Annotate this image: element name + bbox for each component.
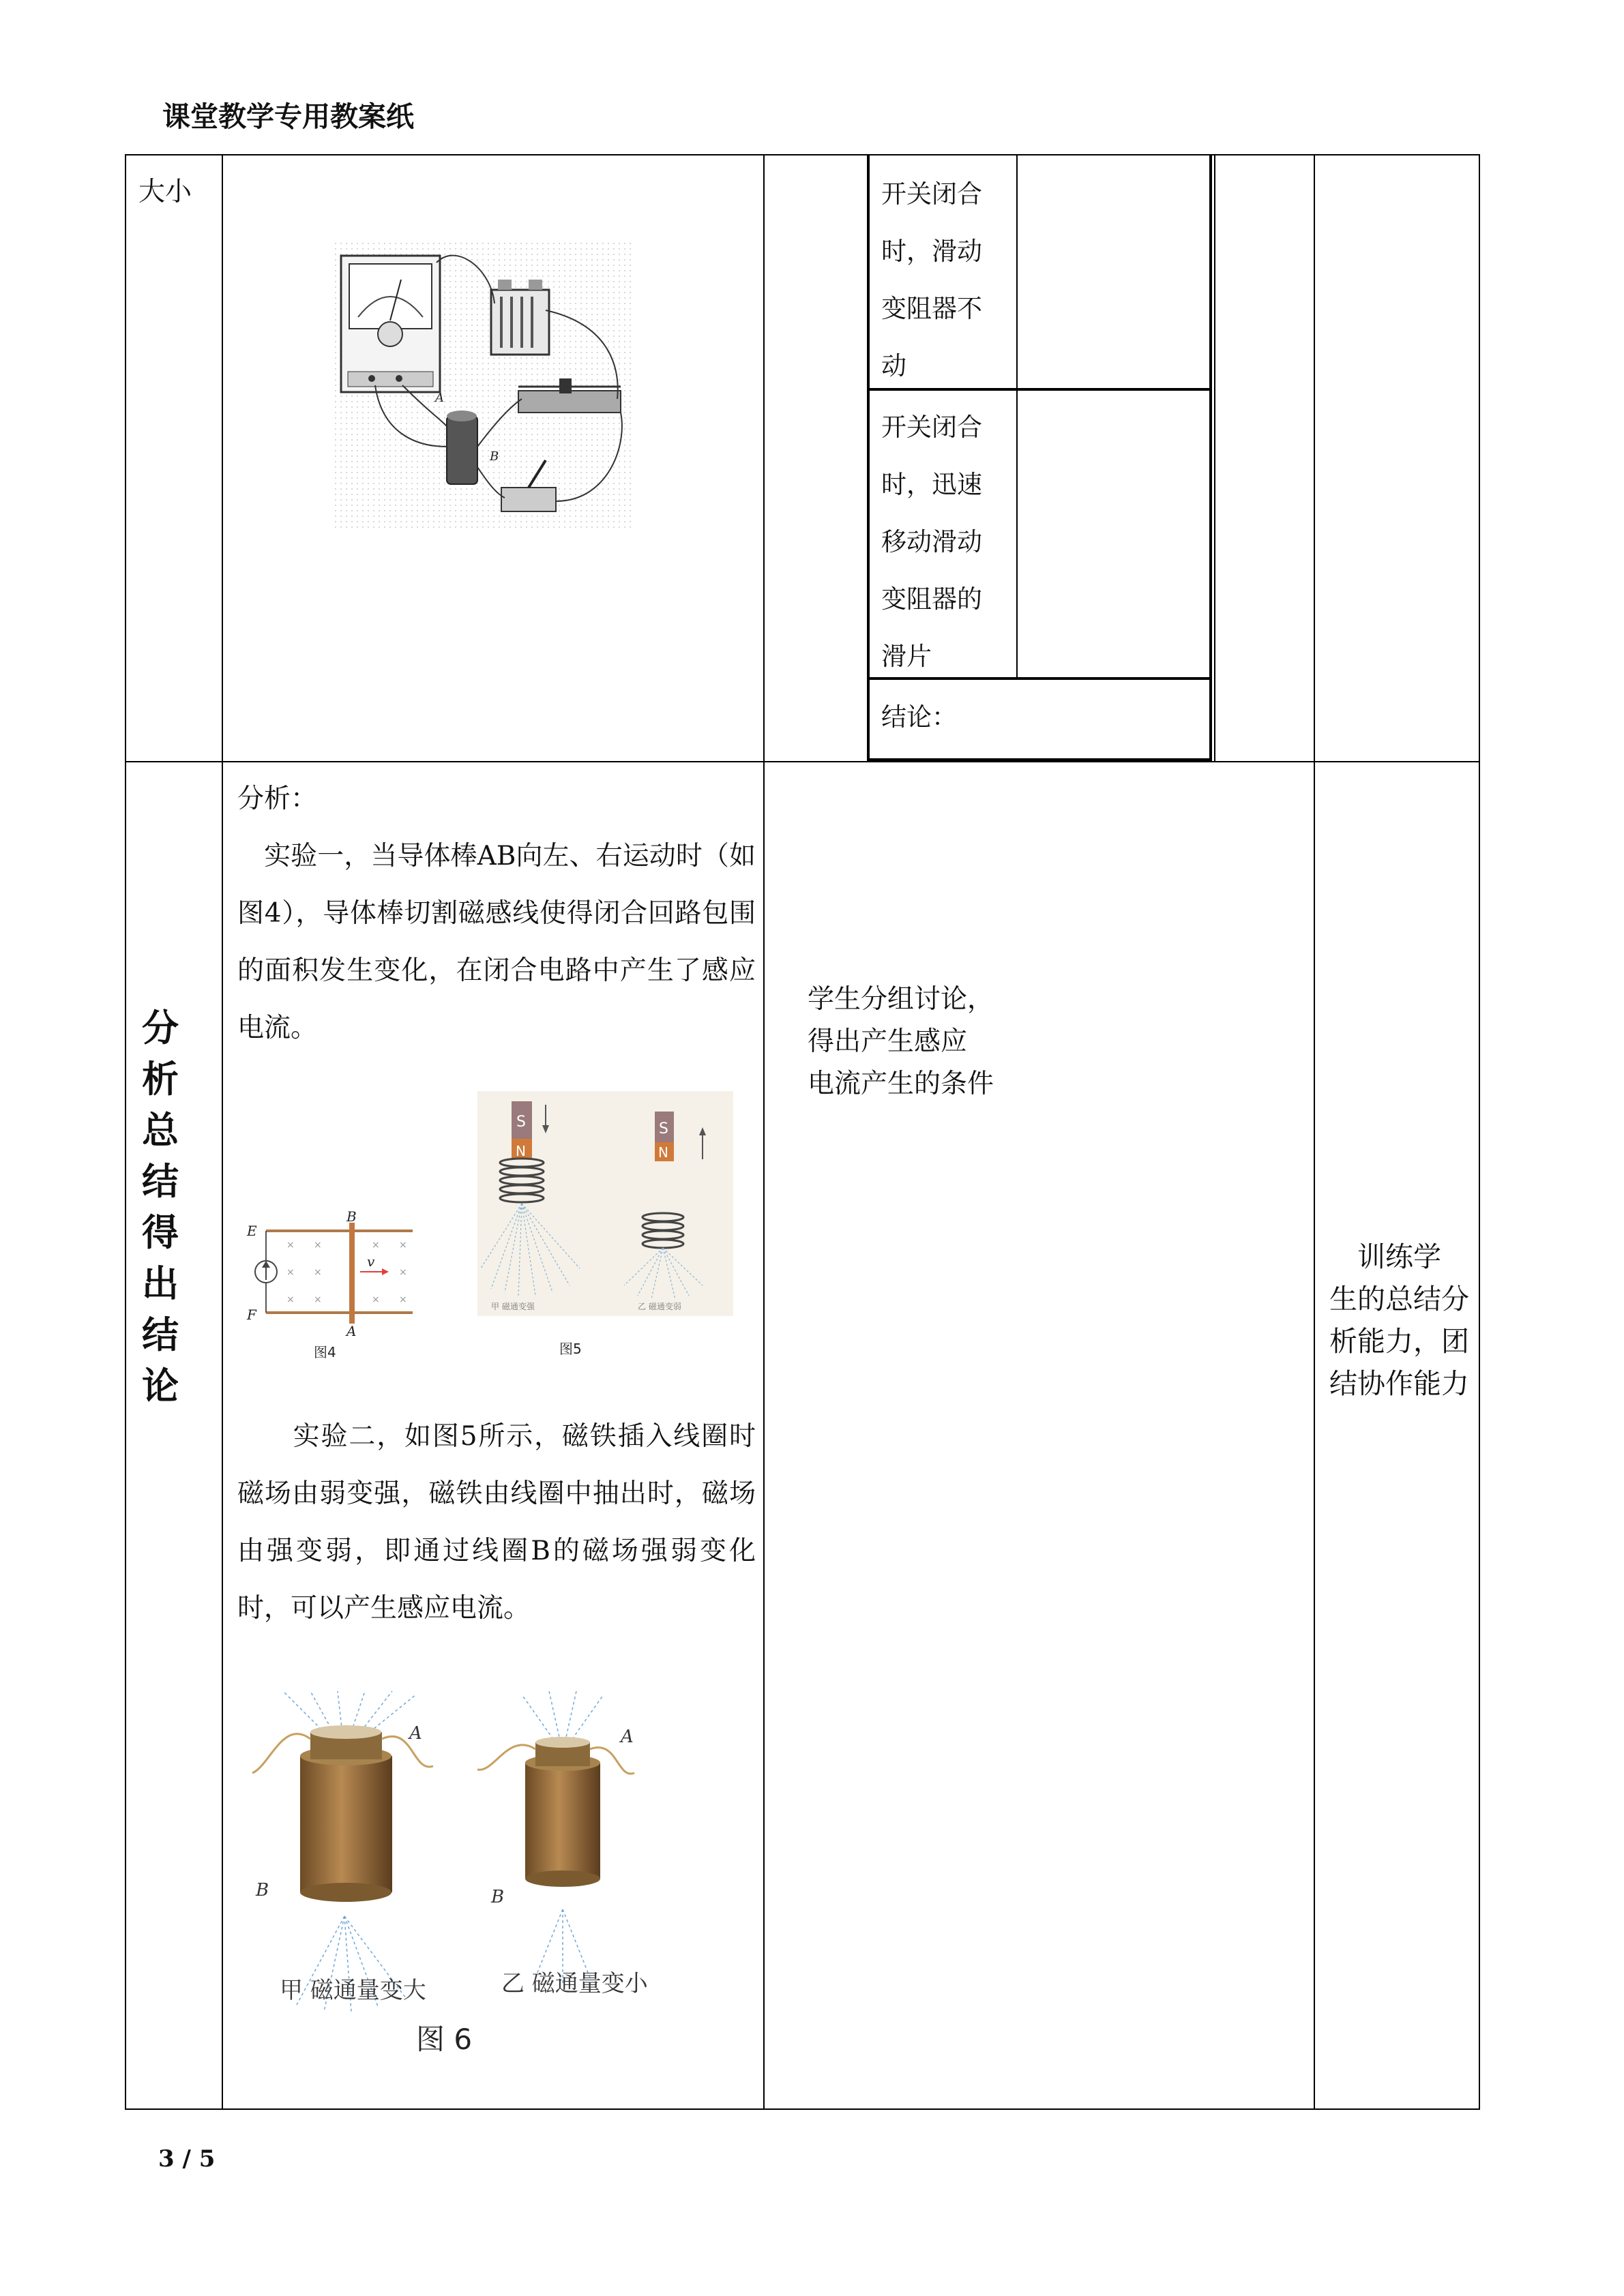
svg-text:v: v [367, 1253, 375, 1270]
svg-text:×: × [399, 1294, 407, 1305]
figure-5-caption: 图5 [559, 1341, 582, 1357]
svg-text:甲 磁通量变大: 甲 磁通量变大 [280, 1977, 426, 2004]
label-a: A [435, 391, 444, 405]
condition-line: 时，迅速 [881, 470, 982, 499]
svg-text:×: × [372, 1240, 380, 1251]
svg-text:A: A [346, 1323, 357, 1339]
figure-6-coil-flux [242, 1691, 685, 2073]
condition-line: 滑片 [881, 642, 932, 671]
svg-text:N: N [658, 1144, 668, 1161]
svg-text:A: A [621, 1727, 634, 1747]
svg-text:S: S [516, 1114, 526, 1131]
condition-line: 时，滑动 [881, 237, 982, 266]
svg-text:B: B [256, 1880, 269, 1900]
condition-line: 变阻器不 [881, 294, 982, 323]
figure-4-caption: 图4 [314, 1344, 336, 1360]
svg-text:×: × [314, 1267, 322, 1278]
svg-text:B: B [346, 1208, 357, 1225]
circuit-apparatus-image [334, 242, 634, 528]
svg-text:×: × [399, 1267, 407, 1278]
student-activity: 学生分组讨论， 得出产生感应 电流产生的条件 [808, 984, 994, 1099]
condition-line: 动 [881, 351, 906, 381]
figure-4-conductor-rail [246, 1208, 430, 1367]
svg-text:F: F [247, 1307, 256, 1323]
condition-line: 移动滑动 [881, 527, 982, 556]
svg-text:E: E [247, 1223, 257, 1239]
experiment-one-paragraph: 实验一，当导体棒AB向左、右运动时（如图4），导体棒切割磁感线使得闭合回路包围的面积发生变化，在闭合电路中产生了感应电流。 [237, 841, 756, 1043]
condition-line: 开关闭合 [881, 179, 982, 209]
svg-text:甲 磁通变强: 甲 磁通变强 [491, 1302, 535, 1311]
section-title-analysis: 分 析 总 结 得 出 结 论 [142, 1007, 179, 1407]
svg-text:N: N [516, 1143, 526, 1159]
page-header-title: 课堂教学专用教案纸 [162, 100, 414, 133]
svg-text:A: A [409, 1723, 422, 1744]
svg-text:S: S [659, 1120, 668, 1137]
label-b: B [490, 449, 499, 464]
page-number: 3 / 5 [158, 2145, 216, 2173]
svg-text:乙 磁通量变小: 乙 磁通量变小 [501, 1970, 648, 1997]
svg-text:×: × [286, 1294, 295, 1305]
figure-5-magnet-coils [477, 1091, 733, 1360]
svg-text:×: × [399, 1240, 407, 1251]
svg-text:乙 磁通变弱: 乙 磁通变弱 [638, 1302, 681, 1311]
svg-text:×: × [286, 1240, 295, 1251]
svg-text:×: × [372, 1294, 380, 1305]
figure-6-caption: 图 6 [416, 2023, 473, 2056]
conclusion-label: 结论： [881, 702, 957, 732]
row-label-size: 大小 [138, 177, 192, 207]
analysis-label: 分析： [237, 784, 318, 814]
svg-text:×: × [314, 1294, 322, 1305]
svg-text:×: × [286, 1267, 295, 1278]
svg-text:×: × [314, 1240, 322, 1251]
svg-text:B: B [491, 1887, 505, 1907]
condition-line: 开关闭合 [881, 413, 982, 442]
design-intent: 训练学 生的总结分 析能力，团 结协作能力 [1329, 1240, 1469, 1400]
condition-line: 变阻器的 [881, 584, 982, 614]
experiment-two-paragraph: 实验二，如图5所示，磁铁插入线圈时磁场由弱变强，磁铁由线圈中抽出时，磁场由强变弱，即通过线圈B的磁场强弱变化时，可以产生感应电流。 [237, 1421, 756, 1624]
